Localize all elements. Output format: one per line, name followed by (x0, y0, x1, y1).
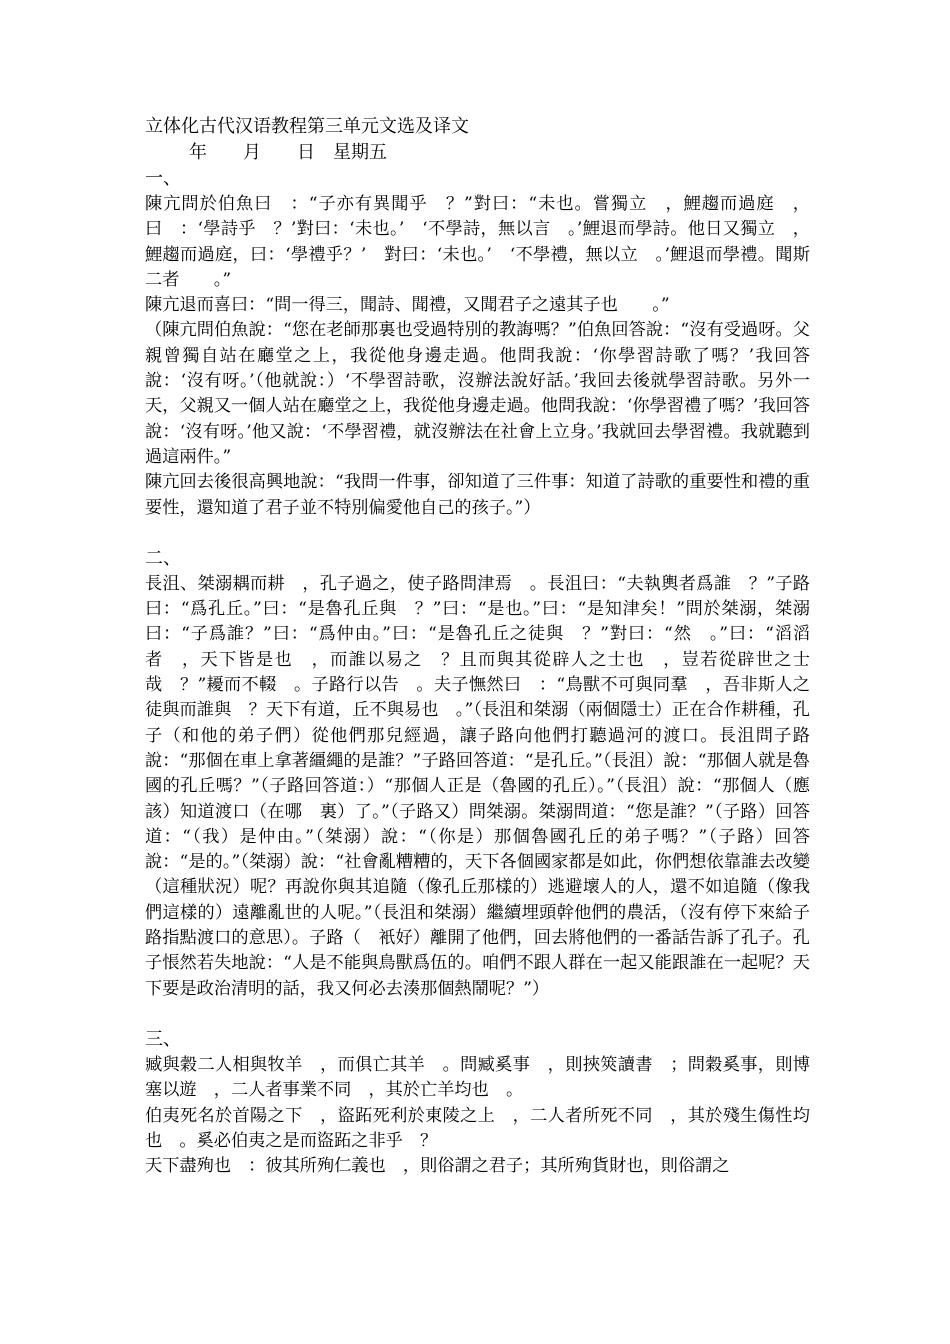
translation-paragraph: （陳亢問伯魚說：“您在老師那裏也受過特別的教誨嗎？”伯魚回答說：“沒有受過呀。父親曾獨自站在廳堂之上，我從他身邊走過。他問我說：‘你學習詩歌了嗎？’我回答說：‘沒有呀。’（他就說：）‘不學習詩歌，沒辦法說好話。’我回去後就學習詩歌。另外一天，父親又一個人站在廳堂之上，我從他身邊走過。他問我說：‘你學習禮了嗎？’我回答說：‘沒有呀。’他又說：‘不學習禮，就沒辦法在社會上立身。’我就回去學習禮。我就聽到過這兩件。” (145, 320, 810, 467)
text-paragraph: 臧與穀二人相與牧羊 ，而俱亡其羊 。問臧奚事 ，則挾筴讀書 ；問穀奚事，則博塞以遊 ，二人者事業不同 ，其於亡羊均也 。 (145, 1054, 810, 1101)
translation-paragraph: 陳亢回去後很高興地說：“我問一件事，卻知道了三件事：知道了詩歌的重要性和禮的重要性，還知道了君子並不特別偏愛他自己的孩子。”） (145, 472, 810, 518)
text-paragraph: 陳亢退而喜曰：“問一得三，聞詩、聞禮，又聞君子之遠其子也 。” (145, 295, 670, 316)
document-title: 立体化古代汉语教程第三单元文选及译文 (145, 116, 469, 137)
section-two (145, 546, 810, 1002)
section-number: 三、 (145, 1028, 181, 1050)
section-number: 一、 (145, 168, 181, 189)
document-page (145, 114, 810, 1179)
text-paragraph: 陳亢問於伯魚曰 ：“子亦有異聞乎 ？”對曰：“未也。嘗獨立 ，鯉趨而過庭 ，曰 ：‘學詩乎 ？’對曰：‘未也。’ ‘不學詩，無以言 。’鯉退而學詩。他日又獨立 ，鯉趨而過庭，曰：‘學禮乎？’ 對曰：‘未也。’ ‘不學禮，無以立 。’鯉退而學禮。聞斯二者 。” (145, 194, 810, 290)
text-paragraph: 天下盡殉也 ：彼其所殉仁義也 ，則俗謂之君子；其所殉貨財也，則俗謂之 (145, 1156, 730, 1177)
section-spacer (145, 1002, 810, 1027)
section-spacer (145, 521, 810, 546)
text-paragraph: 長沮、桀溺耦而耕 ，孔子過之，使子路問津焉 。長沮曰：“夫執輿者爲誰 ？”子路曰：“爲孔丘。”曰：“是魯孔丘與 ？”曰：“是也。”曰：“是知津矣！”問於桀溺，桀溺曰：“子爲誰？”曰：“爲仲由。”曰：“是魯孔丘之徒與 ？”對曰：“然 。”曰：“滔滔者 ，天下皆是也 ，而誰以易之 ？且而與其從辟人之士也 ，豈若從辟世之士哉 ？”耰而不輟 。子路行以告 。夫子憮然曰 ：“鳥獸不可與同羣 ，吾非斯人之徒與而誰與 ？天下有道，丘不與易也 。”（長沮和桀溺（兩個隱士）正在合作耕種，孔子（和他的弟子們）從他們那兒經過，讓子路向他們打聽過河的渡口。長沮問子路說：“那個在車上拿著繮繩的是誰？”子路回答道：“是孔丘。”（長沮）說：“那個人就是魯國的孔丘嗎？”（子路回答道：）“那個人正是（魯國的孔丘）。”（長沮）說：“那個人（應該）知道渡口（在哪 裏）了。”（子路又）問桀溺。桀溺問道：“您是誰？”（子路）回答道：“（我）是仲由。”（桀溺）說：“（你是）那個魯國孔丘的弟子嗎？”（子路）回答說：“是的。”（桀溺）說：“社會亂糟糟的，天下各個國家都是如此，你們想依靠誰去改變（這種狀況）呢？再說你與其追隨（像孔丘那樣的）逃避壞人的人，還不如追隨（像我們這樣的）遠離亂世的人呢。”（長沮和桀溺）繼續埋頭幹他們的農活，（沒有停下來給子路指點渡口的意思）。子路（ 衹好）離開了他們，回去將他們的一番話告訴了孔子。孔子悵然若失地說：“人是不能與鳥獸爲伍的。咱們不跟人群在一起又能跟誰在一起呢？天下要是政治清明的話，我又何必去湊那個熱鬧呢？”） (145, 573, 810, 999)
date-line: 年 月 日 星期五 (189, 142, 387, 163)
section-three (145, 1027, 810, 1179)
text-paragraph: 伯夷死名於首陽之下 ，盜跖死利於東陵之上 ，二人者所死不同 ，其於殘生傷性均也 。奚必伯夷之是而盜跖之非乎 ？ (145, 1105, 810, 1151)
section-one (145, 166, 810, 521)
section-number: 二、 (145, 547, 181, 569)
